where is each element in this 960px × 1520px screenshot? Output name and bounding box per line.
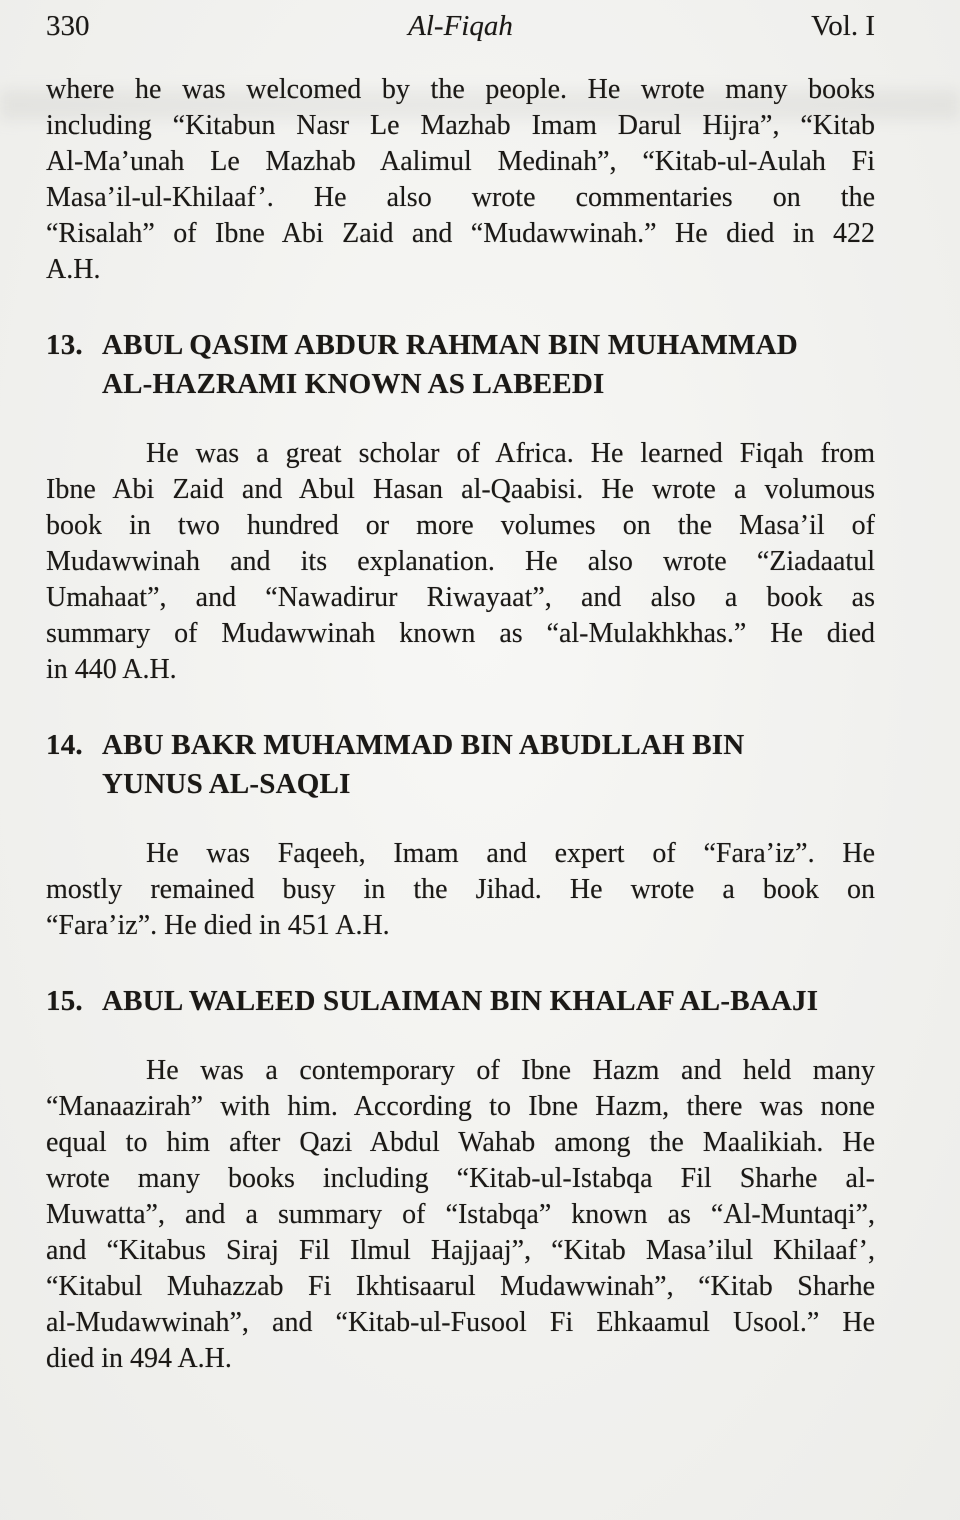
text-line: Al-Ma’unah Le Mazhab Aalimul Medinah”, “Kitab-ul-Aulah Fi: [46, 146, 875, 177]
text-line: in 440 A.H.: [46, 654, 177, 685]
text-line: Muwatta”, and a summary of “Istabqa” known as “Al-Muntaqi”,: [46, 1199, 875, 1230]
section-number: 14.: [46, 729, 83, 761]
text-line: equal to him after Qazi Abdul Wahab among the Maalikiah. He: [46, 1127, 875, 1158]
heading-line: YUNUS AL-SAQLI: [102, 768, 351, 800]
text-line: wrote many books including “Kitab-ul-Istabqa Fil Sharhe al-: [46, 1163, 875, 1194]
paragraph: [46, 1053, 875, 1377]
text-line: where he was welcomed by the people. He wrote many books: [46, 74, 875, 105]
section-heading: [46, 982, 875, 1021]
page-body: [46, 72, 875, 1377]
section-number: 15.: [46, 985, 83, 1017]
paragraph: [46, 72, 875, 288]
text-line: died in 494 A.H.: [46, 1343, 232, 1374]
section-heading: [46, 326, 875, 404]
paragraph: [46, 436, 875, 688]
text-line: Masa’il-ul-Khilaaf’. He also wrote commentaries on the: [46, 182, 875, 213]
book-title: Al-Fiqah: [408, 10, 513, 42]
heading-text: [102, 326, 875, 404]
text-line: Mudawwinah and its explanation. He also wrote “Ziadaatul: [46, 546, 875, 577]
text-line: “Fara’iz”. He died in 451 A.H.: [46, 910, 390, 941]
heading-line: ABU BAKR MUHAMMAD BIN ABUDLLAH BIN: [102, 729, 745, 761]
text-line: He was a great scholar of Africa. He learned Fiqah from: [146, 438, 875, 469]
page-number: 330: [46, 10, 90, 42]
section-heading: [46, 726, 875, 804]
heading-line: ABUL QASIM ABDUR RAHMAN BIN MUHAMMAD: [102, 329, 798, 361]
text-line: “Manaazirah” with him. According to Ibne Hazm, there was none: [46, 1091, 875, 1122]
text-line: “Risalah” of Ibne Abi Zaid and “Mudawwinah.” He died in 422: [46, 218, 875, 249]
text-line: including “Kitabun Nasr Le Mazhab Imam Darul Hijra”, “Kitab: [46, 110, 875, 141]
heading-line: ABUL WALEED SULAIMAN BIN KHALAF AL-BAAJI: [102, 985, 819, 1017]
text-line: mostly remained busy in the Jihad. He wrote a book on: [46, 874, 875, 905]
volume-label: Vol. I: [811, 10, 875, 42]
text-line: Ibne Abi Zaid and Abul Hasan al-Qaabisi. He wrote a volumous: [46, 474, 875, 505]
text-line: He was Faqeeh, Imam and expert of “Fara’iz”. He: [146, 838, 875, 869]
text-line: summary of Mudawwinah known as “al-Mulakhkhas.” He died: [46, 618, 875, 649]
section-number: 13.: [46, 329, 83, 361]
page-header: [46, 8, 875, 44]
text-line: book in two hundred or more volumes on the Masa’il of: [46, 510, 875, 541]
paragraph: [46, 836, 875, 944]
heading-line: AL-HAZRAMI KNOWN AS LABEEDI: [102, 368, 605, 400]
text-line: “Kitabul Muhazzab Fi Ikhtisaarul Mudawwinah”, “Kitab Sharhe: [46, 1271, 875, 1302]
text-line: al-Mudawwinah”, and “Kitab-ul-Fusool Fi Ehkaamul Usool.” He: [46, 1307, 875, 1338]
heading-text: [102, 726, 875, 804]
text-line: He was a contemporary of Ibne Hazm and held many: [146, 1055, 875, 1086]
heading-text: [102, 982, 875, 1021]
text-line: Umahaat”, and “Nawadirur Riwayaat”, and also a book as: [46, 582, 875, 613]
text-line: A.H.: [46, 254, 101, 285]
text-line: and “Kitabus Siraj Fil Ilmul Hajjaaj”, “Kitab Masa’ilul Khilaaf’,: [46, 1235, 875, 1266]
